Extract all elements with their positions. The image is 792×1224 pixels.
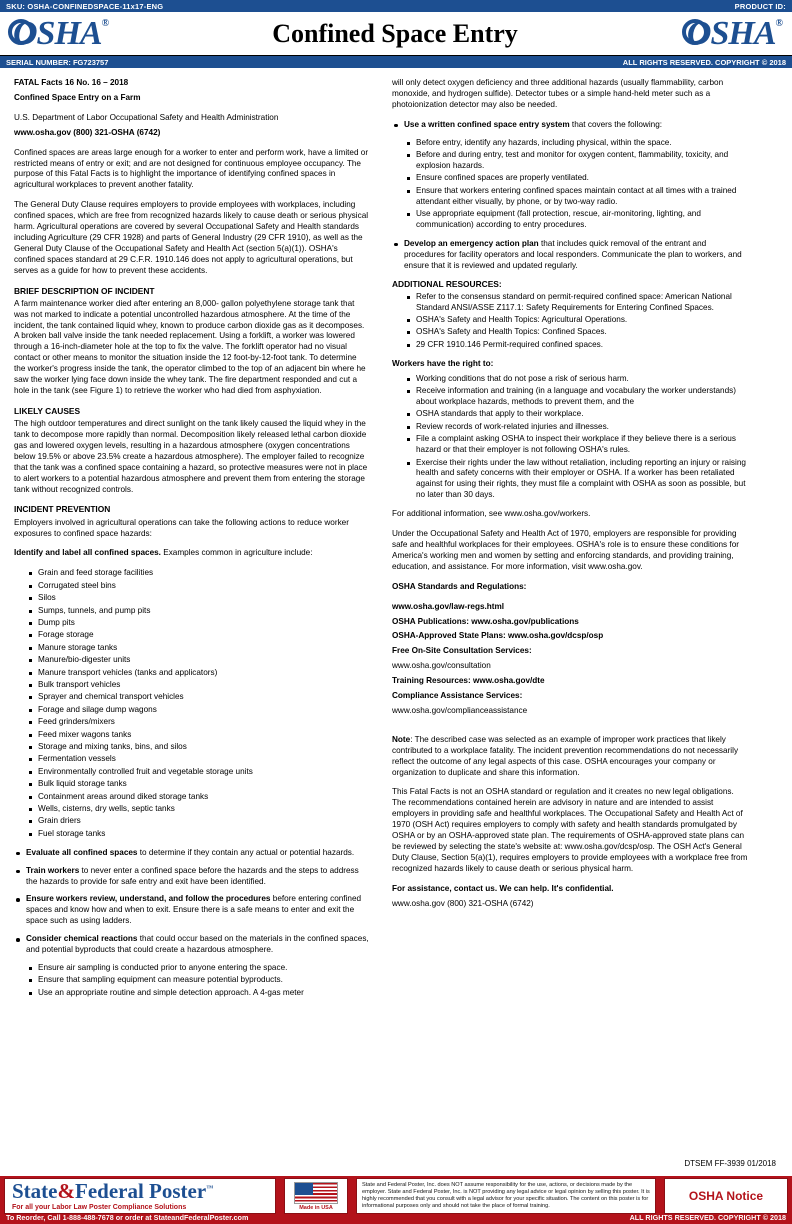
osh-act-paragraph: Under the Occupational Safety and Health Act of 1970, employers are responsible for providing safe and healthful workplaces for their employees. OSHA's role is to ensure these conditions for America's working men and women by setting and enforcing standards, and providing training, education, and assistance. For more information, visit www.osha.gov. [392,529,739,571]
action-evaluate-rest: to determine if they contain any actual or potential hazards. [137,847,355,857]
osha-logo-left-text: OSHA [13,14,102,52]
poster-footer [0,1174,792,1224]
document-code: DTSEM FF-3939 01/2018 [684,1159,776,1168]
intro-paragraph-2: The General Duty Clause requires employers to provide employees with workplaces, including confined spaces, which are free from recognized hazards likely to cause death or serious physical harm. Agricultural operations are covered by several Occupational Safety and Health standards including Agriculture (29 CFR 1928) and parts of General Industry (29 CFR 1910), as well as the General Duty Clause of the Occupational Safety and Health Act (section 5(a)(1)). OSHA's confined spaces standard at 29 C.F.R. 1910.146 does not apply to agricultural operations, but serves as a guide for how to prevent these accidents. [14,200,369,275]
assistance-line2: www.osha.gov (800) 321-OSHA (6742) [392,898,534,908]
list-item: Working conditions that do not pose a risk of serious harm. [404,374,748,385]
written-system-heading [392,120,748,131]
serial-number-text: SERIAL NUMBER: FG723757 [6,57,109,67]
action-review-rest: before entering confined spaces and know how and when to exit. Ensure there is a safe means to enter and exit the space such as using ladders. [26,894,362,926]
action-train [14,866,370,888]
list-item: Use an appropriate routine and simple detection approach. A 4-gas meter [26,988,370,999]
fatal-facts-title-line2: Confined Space Entry on a Farm [14,92,141,102]
brand-tm: ™ [206,1184,214,1192]
standards-line-4: www.osha.gov/consultation [392,661,491,671]
workers-rights-heading: Workers have the right to: [392,358,494,368]
note-paragraph [392,735,748,779]
standards-line-6: Compliance Assistance Services: [392,691,523,701]
list-item: Dump pits [26,618,370,629]
list-item: OSHA standards that apply to their workplace. [404,409,748,420]
standards-line-2: OSHA-Approved State Plans: www.osha.gov/dcsp/osp [392,631,604,641]
identify-heading [14,548,370,559]
likely-causes-heading: LIKELY CAUSES [14,405,81,416]
list-item: Manure/bio-digester units [26,655,370,666]
standards-line-5: Training Resources: www.osha.gov/dte [392,676,545,686]
osha-notice-label: OSHA Notice [688,1189,764,1203]
brand-tagline: For all your Labor Law Poster Compliance Solutions [12,1204,187,1211]
list-item: OSHA's Safety and Health Topics: Agricultural Operations. [404,315,748,326]
brand-state: State [12,1179,58,1203]
emergency-plan-rest: that includes quick removal of the entrant and procedures for facility operators and local responders. Communicate the plan to workers, and ensure that it is reviewed and updated regularly. [404,238,742,270]
action-sub-list [26,963,370,999]
action-evaluate-bold: Evaluate all confined spaces [26,847,138,857]
footer-bottom-bar [0,1212,792,1223]
list-item: Manure transport vehicles (tanks and applicators) [26,668,370,679]
sku-text: SKU: OSHA-CONFINEDSPACE-11x17-ENG [6,1,164,11]
action-train-rest: to never enter a confined space before the hazards and the steps to address the hazards to provide for safe entry and exit have been identified. [26,865,359,886]
footer-disclaimer: State and Federal Poster, Inc. does NOT assume responsibility for the use, actions, or decisions made by the employer. State and Federal Poster, Inc. is NOT providing any legal advice or legal opinion by selling this poster. It is highly recommended that you consult with a legal advisor for your specific situation. The content on this poster is for informational purposes only and should not take the place of formal training. [356,1178,656,1214]
action-chemical [14,934,370,956]
list-item: OSHA's Safety and Health Topics: Confined Spaces. [404,327,748,338]
usa-flag-icon [294,1182,338,1204]
list-item: Fermentation vessels [26,754,370,765]
written-system-bold: Use a written confined space entry system [404,119,570,129]
continued-paragraph: will only detect oxygen deficiency and three additional hazards (usually flammability, carbon monoxide, and hydrogen sulfide). Detector tubes or a simple hand-held meter such as a photoionization detector may also be needed. [392,78,724,109]
standards-line-0: www.osha.gov/law-regs.html [392,601,505,611]
sku-bar [0,0,792,12]
list-item: Feed mixer wagons tanks [26,730,370,741]
osha-ring-icon [8,19,34,45]
list-item: Silos [26,593,370,604]
list-item: Containment areas around diked storage tanks [26,792,370,803]
product-id-text: PRODUCT ID: [734,1,786,11]
written-system-list [404,138,748,231]
state-federal-brand [4,1178,276,1214]
osha-ring-icon-right [682,19,708,45]
not-a-standard-paragraph: This Fatal Facts is not an OSHA standard or regulation and it creates no new legal obligations. The recommendations contained herein are advisory in nature and are intended to assist employers in providing safe and healthful workplaces. The Occupational Safety and Health Act of 1970 (OSH Act) requires employers to comply with safety and health standards promulgated by OSHA or by an OSHA-approved state plan. The requirements of OSHA-approved state plans can be reviewed by selecting the state's website at: www.osha.gov/dcsp/osp. The OSH Act's General Duty Clause, Section 5(a)(1), requires employers to provide employees with a workplace free from recognized hazards likely to cause death or serious physical harm. [392,787,748,873]
list-item: Grain driers [26,816,370,827]
list-item: File a complaint asking OSHA to inspect their workplace if they believe there is a serious hazard or that their employer is not following OSHA's rules. [404,434,748,456]
action-chemical-bold: Consider chemical reactions [26,934,138,944]
additional-info-line: For additional information, see www.osha.gov/workers. [392,509,591,519]
action-review [14,894,370,927]
list-item: Ensure air sampling is conducted prior to anyone entering the space. [26,963,370,974]
copyright-text-top: ALL RIGHTS RESERVED. COPYRIGHT © 2018 [622,57,786,67]
emergency-plan-bold: Develop an emergency action plan [404,238,539,248]
list-item: Fuel storage tanks [26,829,370,840]
list-item: Exercise their rights under the law without retaliation, including reporting an injury or raising health and safety concerns with their employer or OSHA. If a worker has been retaliated against for using their rights, they must file a complaint with OSHA as soon as possible, but no later than 30 days. [404,458,748,502]
note-body: : The described case was selected as an example of improper work practices that likely contributed to a workplace fatality. The incident prevention recommendations do not necessarily reflect the outcome of any legal aspects of this case. OSHA encourages your company or organization to duplicate and share this information. [392,734,739,777]
list-item: Use appropriate equipment (fall protection, rescue, air-monitoring, lighting, and communication) according to entry procedures. [404,209,748,231]
list-item: Ensure confined spaces are properly ventilated. [404,173,748,184]
workers-rights-list [404,374,748,501]
assistance-line1: For assistance, contact us. We can help. It's confidential. [392,883,614,893]
registered-mark-left: ® [101,17,109,29]
likely-causes-body: The high outdoor temperatures and direct sunlight on the tank likely caused the liquid whey in the tank to decompose more rapidly than normal. Decomposition likely released lethal carbon dioxide gas and lowered oxygen levels, resulting in a hazardous atmosphere (oxygen concentrations below 19.5% or above 23.5% create a hazardous atmosphere). The employer failed to recognize that the tank was a confined space containing a hazard, so protective measures were not in place to alert workers to a potential hazardous atmosphere and prevent them from entering the storage tank without recognized controls. [14,419,368,494]
list-item: Before and during entry, test and monitor for oxygen content, flammability, toxicity, and explosion hazards. [404,150,748,172]
list-item: Forage and silage dump wagons [26,705,370,716]
confined-space-examples-list [26,568,370,839]
copyright-text-bottom: ALL RIGHTS RESERVED. COPYRIGHT © 2018 [629,1213,786,1222]
incident-prevention-body: Employers involved in agricultural operations can take the following actions to reduce worker exposures to confined space hazards: [14,517,349,538]
left-column [14,78,370,1007]
list-item: Bulk liquid storage tanks [26,779,370,790]
standards-line-1: OSHA Publications: www.osha.gov/publications [392,616,579,626]
serial-bar [0,56,792,68]
list-item: Storage and mixing tanks, bins, and silos [26,742,370,753]
dept-line1: U.S. Department of Labor Occupational Safety and Health Administration [14,112,279,122]
brand-federal: Federal Poster [75,1179,207,1203]
additional-resources-list [404,292,748,351]
standards-line-3: Free On-Site Consultation Services: [392,646,532,656]
action-train-bold: Train workers [26,865,80,875]
list-item: Bulk transport vehicles [26,680,370,691]
note-label: Note [392,734,411,744]
list-item: Receive information and training (in a language and vocabulary the worker understands) about workplace hazards, methods to prevent them, and the [404,386,748,408]
right-column [392,78,748,1007]
action-chemical-rest: that could occur based on the materials in the confined spaces, and potential byproducts that could create a hazardous atmosphere. [26,934,369,955]
written-system-rest: that covers the following: [569,119,663,129]
additional-resources-heading: ADDITIONAL RESOURCES: [392,278,502,289]
poster-body [0,70,792,1174]
list-item: Environmentally controlled fruit and vegetable storage units [26,767,370,778]
osha-logo-left [0,15,108,53]
brand-title [12,1181,275,1202]
made-in-usa-label: Made in USA [299,1204,333,1211]
osha-notice-box [664,1178,788,1214]
intro-paragraph-1: Confined spaces are areas large enough for a worker to enter and perform work, have a limited or restricted means of entry or exit; and are not designed for continuous employee occupancy. The purpose of this Fatal Facts is to highlight the importance of identifying confined spaces in agricultural workplaces to prevent another fatality. [14,147,369,190]
emergency-plan-item [392,239,748,272]
list-item: Feed grinders/mixers [26,717,370,728]
list-item: Manure storage tanks [26,643,370,654]
list-item: Wells, cisterns, dry wells, septic tanks [26,804,370,815]
registered-mark-right: ® [775,17,782,29]
action-evaluate [14,848,370,859]
list-item: Sprayer and chemical transport vehicles [26,692,370,703]
list-item: Refer to the consensus standard on permit-required confined space: American National Standard ANSI/ASSE Z117.1: Safety Requirements for Entering Confined Spaces. [404,292,748,314]
list-item: Ensure that workers entering confined spaces maintain contact at all times with a trained attendant either visually, by phone, or by two-way radio. [404,186,748,208]
page-title: Confined Space Entry [272,18,518,48]
list-item: Ensure that sampling equipment can measure potential byproducts. [26,975,370,986]
made-in-usa-badge [284,1178,348,1214]
osha-logo-right-text: OSHA [686,14,776,52]
list-item: Forage storage [26,630,370,641]
list-item: Corrugated steel bins [26,581,370,592]
osha-standards-heading: OSHA Standards and Regulations: [392,581,527,591]
list-item: Before entry, identify any hazards, including physical, within the space. [404,138,748,149]
fatal-facts-title-line1: FATAL Facts 16 No. 16 – 2018 [14,78,129,87]
reorder-text: To Reorder, Call 1-888-488-7678 or order at StateandFederalPoster.com [6,1213,249,1222]
identify-heading-rest: Examples common in agriculture include: [160,548,313,558]
dept-line2: www.osha.gov (800) 321-OSHA (6742) [14,127,161,137]
list-item: Sumps, tunnels, and pump pits [26,606,370,617]
brief-description-heading: BRIEF DESCRIPTION OF INCIDENT [14,285,155,296]
incident-prevention-heading: INCIDENT PREVENTION [14,504,111,515]
brand-ampersand: & [57,1179,75,1203]
identify-heading-bold: Identify and label all confined spaces. [14,548,161,558]
poster-header [0,12,792,56]
list-item: Grain and feed storage facilities [26,568,370,579]
standards-line-7: www.osha.gov/complianceassistance [392,705,528,715]
list-item: 29 CFR 1910.146 Permit-required confined spaces. [404,340,748,351]
action-review-bold: Ensure workers review, understand, and follow the procedures [26,894,271,904]
brief-description-body: A farm maintenance worker died after entering an 8,000- gallon polyethylene storage tank that was not marked to indicate a potential uncontrolled hazardous atmosphere. At the time of the incident, the tank contained liquid whey, known to produce carbon dioxide gas as it decomposes. A broken ball valve inside the tank needed replacement. Using a forklift, a worker was lowered through a 16-inch-diameter hole at the top to fix the valve. The forklift operator had no visual contact or other means to monitor the situation inside the 12 foot-by-12-foot tank. To determine the worker's progress inside the tank, the operator climbed to the top of an adjacent bin where he saw the worker lying face down inside the whey tank. The fire department responded and cut a hole in the tank (see Figure 1) to retrieve the worker who had died from asphyxiation. [14,298,366,396]
osha-logo-right [682,15,792,53]
list-item: Review records of work-related injuries and illnesses. [404,422,748,433]
